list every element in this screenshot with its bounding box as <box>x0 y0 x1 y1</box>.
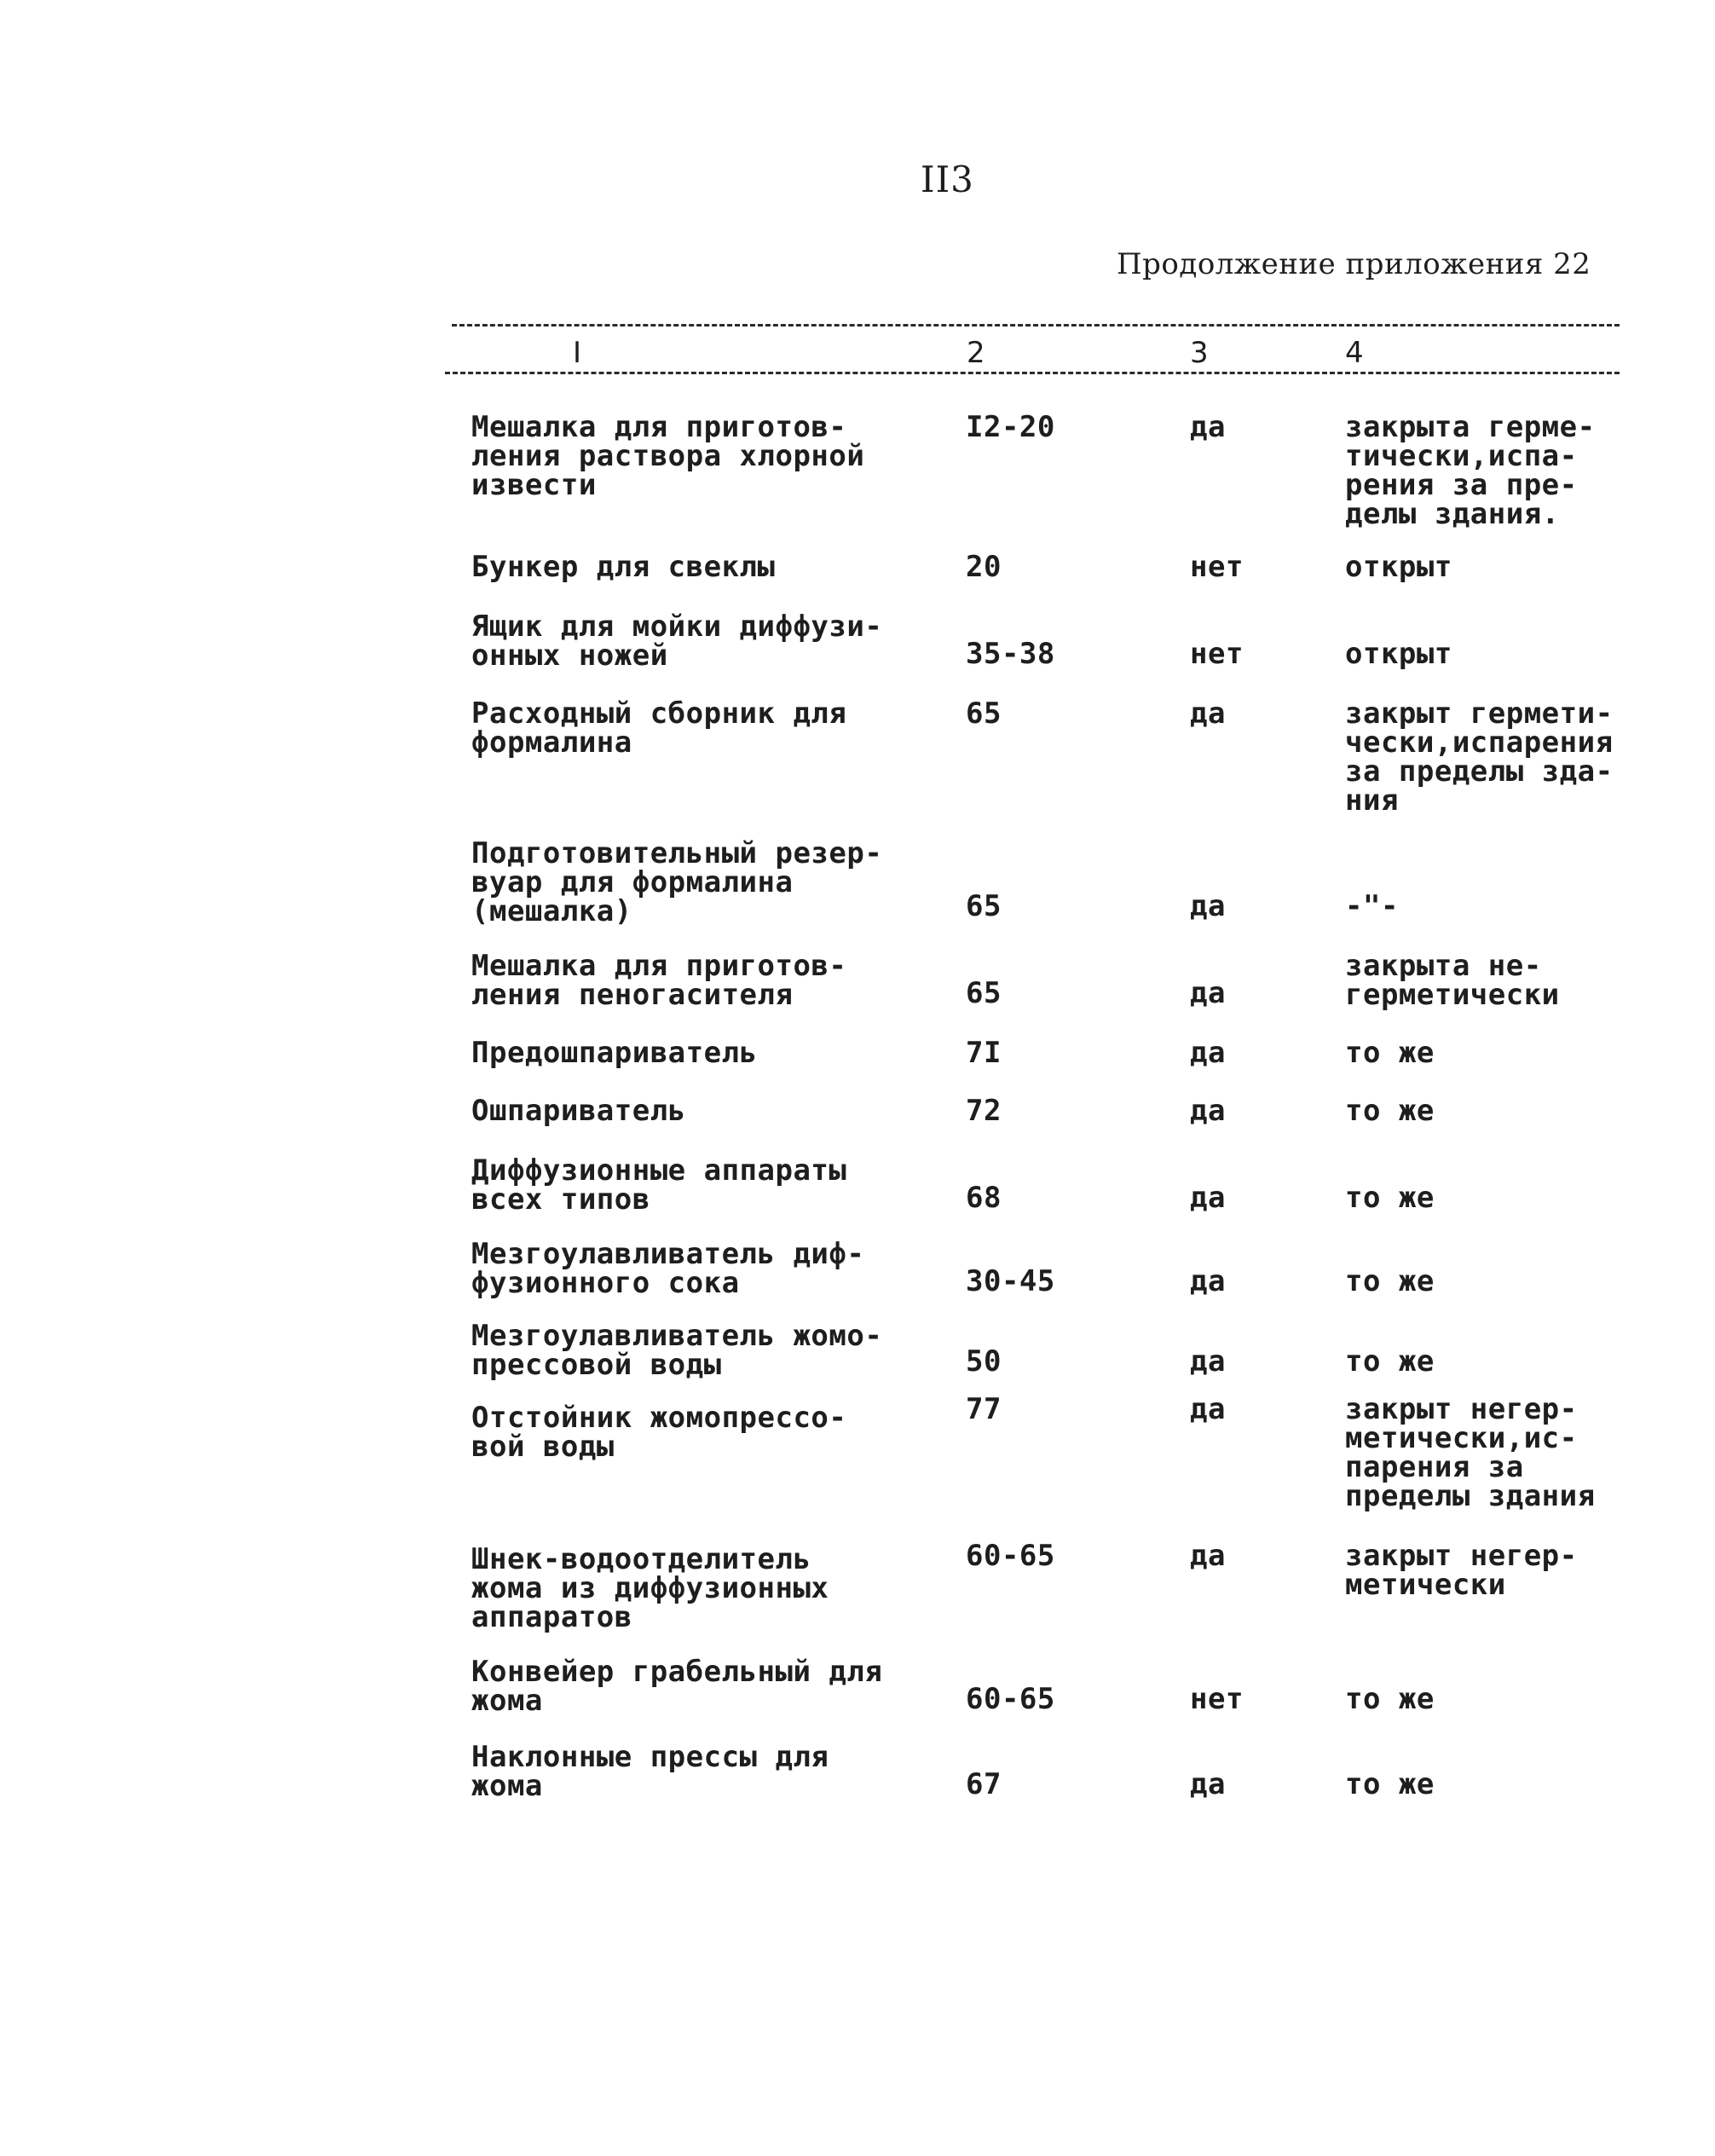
table-top-rule <box>452 324 1620 327</box>
enclosure-note: то же <box>1345 1181 1435 1215</box>
enclosure-note: то же <box>1345 1344 1435 1379</box>
temperature-value: 30-45 <box>966 1264 1055 1298</box>
temperature-value: I2-20 <box>966 410 1055 444</box>
ventilation-flag: да <box>1190 1094 1226 1128</box>
temperature-value: 60-65 <box>966 1682 1055 1716</box>
equipment-name: Бункер для свеклы <box>471 550 776 584</box>
enclosure-note: закрыт негер- метически <box>1345 1539 1578 1602</box>
equipment-name: Отстойник жомопрессо- вой воды <box>471 1401 847 1464</box>
ventilation-flag: да <box>1190 1767 1226 1801</box>
ventilation-flag: нет <box>1190 637 1244 671</box>
enclosure-note: закрыт негер- метически,ис- парения за пределы здания <box>1345 1392 1596 1513</box>
temperature-value: 65 <box>966 889 1002 923</box>
equipment-name: Ошпариватель <box>471 1094 686 1128</box>
equipment-name: Подготовительный резер- вуар для формалина (мешалка) <box>471 836 883 928</box>
enclosure-note: открыт <box>1345 550 1452 584</box>
ventilation-flag: да <box>1190 1539 1226 1573</box>
enclosure-note: то же <box>1345 1094 1435 1128</box>
enclosure-note: закрыта герме- тически,испа- рения за пре- делы здания. <box>1345 410 1596 531</box>
temperature-value: 77 <box>966 1392 1002 1426</box>
equipment-name: Расходный сборник для формалина <box>471 697 847 760</box>
temperature-value: 35-38 <box>966 637 1055 671</box>
equipment-name: Мезгоулавливатель жомо- прессовой воды <box>471 1319 883 1382</box>
temperature-value: 7I <box>966 1036 1002 1070</box>
enclosure-note: то же <box>1345 1264 1435 1298</box>
column-header-3: 3 <box>1190 336 1209 370</box>
equipment-name: Мезгоулавливатель диф- фузионного сока <box>471 1237 865 1300</box>
equipment-name: Наклонные прессы для жома <box>471 1740 829 1803</box>
enclosure-note: закрыта не- герметически <box>1345 949 1560 1012</box>
enclosure-note: открыт <box>1345 637 1452 671</box>
table-header-rule <box>445 372 1620 374</box>
ventilation-flag: нет <box>1190 550 1244 584</box>
temperature-value: 60-65 <box>966 1539 1055 1573</box>
column-header-4: 4 <box>1345 336 1364 370</box>
enclosure-note: то же <box>1345 1682 1435 1716</box>
temperature-value: 65 <box>966 697 1002 731</box>
ventilation-flag: да <box>1190 1181 1226 1215</box>
equipment-name: Диффузионные аппараты всех типов <box>471 1153 847 1217</box>
column-header-1: I <box>573 336 582 370</box>
equipment-name: Предошпариватель <box>471 1036 758 1070</box>
continuation-caption: Продолжение приложения 22 <box>1117 247 1591 281</box>
equipment-name: Конвейер грабельный для жома <box>471 1655 883 1718</box>
temperature-value: 50 <box>966 1344 1002 1379</box>
equipment-name: Ящик для мойки диффузи- онных ножей <box>471 610 883 673</box>
ventilation-flag: да <box>1190 976 1226 1010</box>
temperature-value: 72 <box>966 1094 1002 1128</box>
temperature-value: 65 <box>966 976 1002 1010</box>
enclosure-note: -"- <box>1345 889 1399 923</box>
equipment-name: Мешалка для приготов- ления пеногасителя <box>471 949 847 1012</box>
column-header-2: 2 <box>967 336 985 370</box>
ventilation-flag: да <box>1190 1344 1226 1379</box>
ventilation-flag: да <box>1190 1036 1226 1070</box>
ventilation-flag: да <box>1190 1392 1226 1426</box>
enclosure-note: то же <box>1345 1036 1435 1070</box>
ventilation-flag: да <box>1190 1264 1226 1298</box>
temperature-value: 67 <box>966 1767 1002 1801</box>
ventilation-flag: нет <box>1190 1682 1244 1716</box>
equipment-name: Шнек-водоотделитель жома из диффузионных аппаратов <box>471 1542 829 1634</box>
temperature-value: 20 <box>966 550 1002 584</box>
page-number: II3 <box>921 159 974 200</box>
equipment-name: Мешалка для приготов- ления раствора хлорной извести <box>471 410 865 502</box>
enclosure-note: закрыт гермети- чески,испарения за пределы зда- ния <box>1345 697 1614 818</box>
enclosure-note: то же <box>1345 1767 1435 1801</box>
temperature-value: 68 <box>966 1181 1002 1215</box>
ventilation-flag: да <box>1190 410 1226 444</box>
ventilation-flag: да <box>1190 889 1226 923</box>
ventilation-flag: да <box>1190 697 1226 731</box>
